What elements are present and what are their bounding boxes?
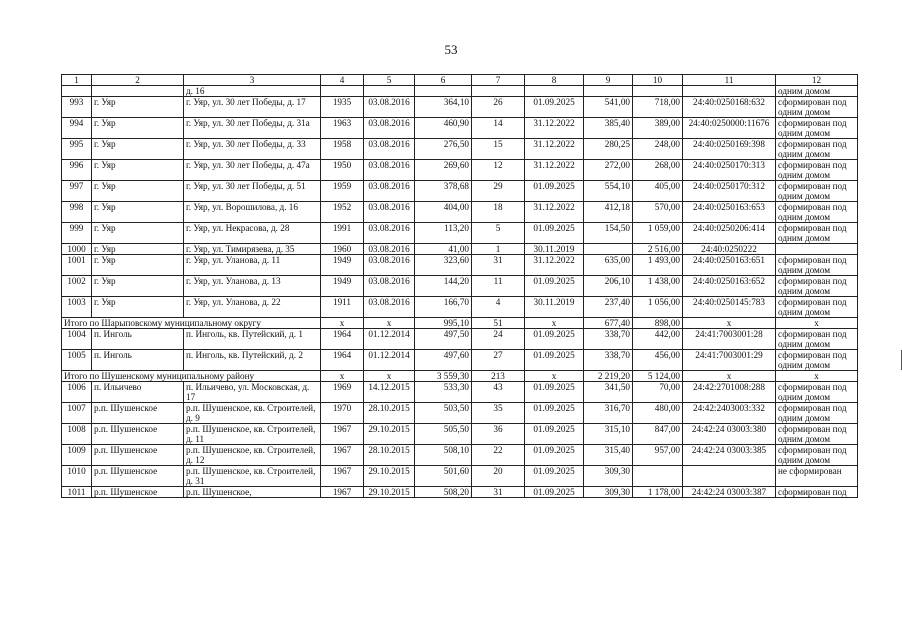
subtotal-cell: 995,10 [415, 318, 472, 329]
table-cell: одним домом [776, 86, 858, 97]
table-row [62, 329, 858, 350]
table-cell: г. Уяр [92, 202, 184, 223]
subtotal-cell: х [683, 318, 776, 329]
table-row [62, 86, 858, 97]
table-cell: 5 [472, 223, 525, 244]
column-header: 10 [633, 75, 683, 86]
table-cell: 309,30 [584, 466, 633, 487]
table-cell: 01.09.2025 [525, 329, 584, 350]
table-cell [525, 86, 584, 97]
table-cell: 29 [472, 181, 525, 202]
table-cell: 28.10.2015 [364, 403, 415, 424]
column-header: 4 [321, 75, 364, 86]
table-cell: 541,00 [584, 97, 633, 118]
subtotal-row [62, 371, 858, 382]
table-cell: 03.08.2016 [364, 255, 415, 276]
table-cell: 30.11.2019 [525, 297, 584, 318]
table-cell: 508,10 [415, 445, 472, 466]
table-cell: 554,10 [584, 181, 633, 202]
table-cell: 01.09.2025 [525, 487, 584, 498]
table-cell: сформирован под одним домом [776, 276, 858, 297]
table-cell: г. Уяр, ул. 30 лет Победы, д. 51 [184, 181, 321, 202]
table-cell: п. Инголь [92, 350, 184, 371]
table-cell: г. Уяр [92, 181, 184, 202]
table-cell: 24:40:0250206:414 [683, 223, 776, 244]
table-cell: сформирован под одним домом [776, 329, 858, 350]
table-cell: 405,00 [633, 181, 683, 202]
table-cell: 957,00 [633, 445, 683, 466]
table-cell: 35 [472, 403, 525, 424]
table-cell: 315,40 [584, 445, 633, 466]
table-cell: 316,70 [584, 403, 633, 424]
table-cell: 1969 [321, 382, 364, 403]
table-cell: 1964 [321, 350, 364, 371]
subtotal-label: Итого по Шарыповскому муниципальному округу [62, 318, 321, 329]
table-cell: 1958 [321, 139, 364, 160]
table-cell: 1959 [321, 181, 364, 202]
table-cell: п. Инголь, кв. Путейский, д. 2 [184, 350, 321, 371]
table-cell: г. Уяр, ул. Уланова, д. 22 [184, 297, 321, 318]
table-row [62, 445, 858, 466]
table-cell: 01.09.2025 [525, 403, 584, 424]
table-cell: 24:42:24 03003:387 [683, 487, 776, 498]
table-cell [584, 86, 633, 97]
column-header: 1 [62, 75, 92, 86]
table-cell: р.п. Шушенское, [184, 487, 321, 498]
table-cell: 03.08.2016 [364, 160, 415, 181]
table-cell [776, 244, 858, 255]
table-cell: 206,10 [584, 276, 633, 297]
table-cell: 635,00 [584, 255, 633, 276]
table-cell: 01.09.2025 [525, 97, 584, 118]
column-header: 9 [584, 75, 633, 86]
table-cell [472, 86, 525, 97]
table-body [62, 75, 858, 498]
table-cell [62, 86, 92, 97]
subtotal-cell: х [321, 371, 364, 382]
table-cell: 01.09.2025 [525, 466, 584, 487]
table-cell [683, 86, 776, 97]
table-cell: 2 516,00 [633, 244, 683, 255]
table-cell: 1967 [321, 424, 364, 445]
table-cell: г. Уяр [92, 139, 184, 160]
table-row [62, 487, 858, 498]
table-cell: 24:42:24 03003:380 [683, 424, 776, 445]
table-cell: р.п. Шушенское, кв. Строителей, д. 9 [184, 403, 321, 424]
subtotal-cell: х [776, 371, 858, 382]
table-cell [92, 86, 184, 97]
table-cell: сформирован под одним домом [776, 445, 858, 466]
table-cell: сформирован под одним домом [776, 181, 858, 202]
table-cell: сформирован под одним домом [776, 202, 858, 223]
table-cell [364, 86, 415, 97]
table-row [62, 223, 858, 244]
table-cell: 1000 [62, 244, 92, 255]
table-cell: 01.09.2025 [525, 382, 584, 403]
table-cell: 03.08.2016 [364, 202, 415, 223]
table-cell: 31.12.2022 [525, 139, 584, 160]
table-cell: 505,50 [415, 424, 472, 445]
table-row [62, 403, 858, 424]
table-cell: г. Уяр, ул. Уланова, д. 11 [184, 255, 321, 276]
subtotal-cell: х [364, 371, 415, 382]
table-cell: 456,00 [633, 350, 683, 371]
table-cell: 389,00 [633, 118, 683, 139]
table-cell: 497,60 [415, 350, 472, 371]
table-row [62, 466, 858, 487]
table-cell: г. Уяр [92, 160, 184, 181]
table-cell: г. Уяр, ул. 30 лет Победы, д. 31а [184, 118, 321, 139]
table-cell: 533,30 [415, 382, 472, 403]
subtotal-cell: 5 124,00 [633, 371, 683, 382]
table-cell: 24:40:0250163:653 [683, 202, 776, 223]
column-header: 7 [472, 75, 525, 86]
table-cell: 997 [62, 181, 92, 202]
subtotal-cell: х [525, 318, 584, 329]
table-cell: 24:40:0250170:313 [683, 160, 776, 181]
table-cell: 29.10.2015 [364, 424, 415, 445]
table-cell: 237,40 [584, 297, 633, 318]
table-cell: г. Уяр [92, 97, 184, 118]
table-row [62, 244, 858, 255]
table-cell: 404,00 [415, 202, 472, 223]
subtotal-cell: х [525, 371, 584, 382]
table-cell: 1004 [62, 329, 92, 350]
column-number-header-row [62, 75, 858, 86]
table-cell: 1 059,00 [633, 223, 683, 244]
table-cell: 280,25 [584, 139, 633, 160]
table-cell: 272,00 [584, 160, 633, 181]
table-cell: г. Уяр, ул. Уланова, д. 13 [184, 276, 321, 297]
subtotal-cell: х [683, 371, 776, 382]
table-cell: 24:40:0250169:398 [683, 139, 776, 160]
table-cell: 31.12.2022 [525, 202, 584, 223]
table-cell: 1001 [62, 255, 92, 276]
table-cell: 26 [472, 97, 525, 118]
table-cell: г. Уяр, ул. 30 лет Победы, д. 17 [184, 97, 321, 118]
table-cell: 70,00 [633, 382, 683, 403]
table-cell: 166,70 [415, 297, 472, 318]
table-row [62, 276, 858, 297]
table-cell: 1950 [321, 160, 364, 181]
subtotal-cell: 677,40 [584, 318, 633, 329]
table-row [62, 255, 858, 276]
table-cell: 998 [62, 202, 92, 223]
table-cell: сформирован под одним домом [776, 97, 858, 118]
table-cell: г. Уяр, ул. Некрасова, д. 28 [184, 223, 321, 244]
table-cell: п. Инголь [92, 329, 184, 350]
subtotal-row [62, 318, 858, 329]
subtotal-cell: 213 [472, 371, 525, 382]
table-cell: не сформирован [776, 466, 858, 487]
table-cell: сформирован под одним домом [776, 118, 858, 139]
table-cell: 01.09.2025 [525, 181, 584, 202]
table-cell: 24:40:0250163:651 [683, 255, 776, 276]
table-row [62, 424, 858, 445]
table-cell: р.п. Шушенское [92, 403, 184, 424]
table-cell: 1006 [62, 382, 92, 403]
table-row [62, 160, 858, 181]
page-number: 53 [444, 42, 458, 57]
table-cell: 31 [472, 487, 525, 498]
table-cell: 309,30 [584, 487, 633, 498]
table-cell: 1967 [321, 487, 364, 498]
table-cell: 144,20 [415, 276, 472, 297]
table-cell: сформирован под одним домом [776, 424, 858, 445]
table-cell: 460,90 [415, 118, 472, 139]
table-cell: 14.12.2015 [364, 382, 415, 403]
table-cell: 01.12.2014 [364, 350, 415, 371]
table-cell: 22 [472, 445, 525, 466]
table-cell: 41,00 [415, 244, 472, 255]
table-cell: 718,00 [633, 97, 683, 118]
table-cell: сформирован под одним домом [776, 403, 858, 424]
table-cell: 1991 [321, 223, 364, 244]
table-row [62, 97, 858, 118]
table-cell: 01.12.2014 [364, 329, 415, 350]
table-cell: 15 [472, 139, 525, 160]
table-cell: 1007 [62, 403, 92, 424]
table-cell: г. Уяр, ул. Ворошилова, д. 16 [184, 202, 321, 223]
table-cell: 31 [472, 255, 525, 276]
table-cell: сформирован под одним домом [776, 297, 858, 318]
table-cell: р.п. Шушенское [92, 445, 184, 466]
table-cell: 1960 [321, 244, 364, 255]
table-cell: 570,00 [633, 202, 683, 223]
table-cell: 24:40:0250000:11676 [683, 118, 776, 139]
table-cell: г. Уяр, ул. 30 лет Победы, д. 47а [184, 160, 321, 181]
table-cell: 28.10.2015 [364, 445, 415, 466]
table-cell: 341,50 [584, 382, 633, 403]
table-cell: 24:40:0250222 [683, 244, 776, 255]
table-cell: 24 [472, 329, 525, 350]
table-cell: 508,20 [415, 487, 472, 498]
table-cell: 1967 [321, 466, 364, 487]
table-cell: 268,00 [633, 160, 683, 181]
table-cell: 36 [472, 424, 525, 445]
table-cell: 03.08.2016 [364, 139, 415, 160]
table-cell: 24:41:7003001:29 [683, 350, 776, 371]
table-cell: р.п. Шушенское [92, 466, 184, 487]
table-cell: 1003 [62, 297, 92, 318]
table-cell: 03.08.2016 [364, 276, 415, 297]
subtotal-cell: 2 219,20 [584, 371, 633, 382]
table-cell [321, 86, 364, 97]
column-header: 5 [364, 75, 415, 86]
table-cell: г. Уяр, ул. 30 лет Победы, д. 33 [184, 139, 321, 160]
subtotal-cell: 51 [472, 318, 525, 329]
table-cell: 01.09.2025 [525, 350, 584, 371]
table-cell: г. Уяр [92, 118, 184, 139]
table-row [62, 139, 858, 160]
table-cell: 11 [472, 276, 525, 297]
table-cell: 27 [472, 350, 525, 371]
table-cell: 24:40:0250145:783 [683, 297, 776, 318]
table-cell [633, 466, 683, 487]
table-cell: 03.08.2016 [364, 97, 415, 118]
table-cell: 43 [472, 382, 525, 403]
table-cell: 378,68 [415, 181, 472, 202]
housing-registry-table [61, 74, 858, 498]
table-cell: 480,00 [633, 403, 683, 424]
table-cell: 29.10.2015 [364, 466, 415, 487]
table-cell: сформирован под одним домом [776, 223, 858, 244]
table-cell: д. 16 [184, 86, 321, 97]
table-cell: 31.12.2022 [525, 255, 584, 276]
subtotal-cell: х [776, 318, 858, 329]
table-cell: г. Уяр [92, 276, 184, 297]
table-cell: 1964 [321, 329, 364, 350]
column-header: 11 [683, 75, 776, 86]
table-cell: 01.09.2025 [525, 424, 584, 445]
table-cell: 1935 [321, 97, 364, 118]
table-cell: 996 [62, 160, 92, 181]
table-cell: 276,50 [415, 139, 472, 160]
table-row [62, 118, 858, 139]
table-cell: 1002 [62, 276, 92, 297]
table-cell: 1 056,00 [633, 297, 683, 318]
table-cell: 497,50 [415, 329, 472, 350]
table-cell: 323,60 [415, 255, 472, 276]
table-cell: 1949 [321, 276, 364, 297]
table-cell: р.п. Шушенское, кв. Строителей, д. 12 [184, 445, 321, 466]
table-cell: 1011 [62, 487, 92, 498]
table-cell: 29.10.2015 [364, 487, 415, 498]
table-cell: 4 [472, 297, 525, 318]
table-cell: сформирован под одним домом [776, 139, 858, 160]
table-cell: г. Уяр [92, 297, 184, 318]
table-cell: 1967 [321, 445, 364, 466]
table-cell: 412,18 [584, 202, 633, 223]
table-row [62, 350, 858, 371]
table-cell: 1005 [62, 350, 92, 371]
table-cell: 03.08.2016 [364, 118, 415, 139]
table-cell: 01.09.2025 [525, 445, 584, 466]
table-cell: 14 [472, 118, 525, 139]
table-cell: 1 178,00 [633, 487, 683, 498]
table-row [62, 181, 858, 202]
table-cell: 442,00 [633, 329, 683, 350]
table-cell: 364,10 [415, 97, 472, 118]
table-cell: 269,60 [415, 160, 472, 181]
table-cell: 20 [472, 466, 525, 487]
table-cell: 113,20 [415, 223, 472, 244]
table-row [62, 297, 858, 318]
table-cell [633, 86, 683, 97]
table-cell: 03.08.2016 [364, 244, 415, 255]
table-cell: 1963 [321, 118, 364, 139]
table-cell: 12 [472, 160, 525, 181]
table-cell: г. Уяр [92, 255, 184, 276]
table-cell: 154,50 [584, 223, 633, 244]
table-cell: 999 [62, 223, 92, 244]
column-header: 3 [184, 75, 321, 86]
table-cell: 24:40:0250170:312 [683, 181, 776, 202]
table-cell: п. Ильичево [92, 382, 184, 403]
table-cell: 315,10 [584, 424, 633, 445]
column-header: 8 [525, 75, 584, 86]
table-cell: 31.12.2022 [525, 160, 584, 181]
table-cell: сформирован под [776, 487, 858, 498]
table-row [62, 202, 858, 223]
table-cell: 1970 [321, 403, 364, 424]
table-cell [584, 244, 633, 255]
column-header: 6 [415, 75, 472, 86]
table-cell: р.п. Шушенское [92, 487, 184, 498]
table-cell: 03.08.2016 [364, 297, 415, 318]
subtotal-label: Итого по Шушенскому муниципальному району [62, 371, 321, 382]
table-cell: 24:40:0250163:652 [683, 276, 776, 297]
table-cell: 1 493,00 [633, 255, 683, 276]
table-cell: 503,50 [415, 403, 472, 424]
table-cell: 1 438,00 [633, 276, 683, 297]
table-row [62, 382, 858, 403]
table-cell: 1911 [321, 297, 364, 318]
table-cell: 994 [62, 118, 92, 139]
table-cell: 03.08.2016 [364, 181, 415, 202]
table-cell: 993 [62, 97, 92, 118]
table-cell: 24:40:0250168:632 [683, 97, 776, 118]
table-cell: 01.09.2025 [525, 276, 584, 297]
table-cell: 24:41:7003001:28 [683, 329, 776, 350]
table-cell: 24:42:2701008:288 [683, 382, 776, 403]
table-cell: 501,60 [415, 466, 472, 487]
table-cell: 03.08.2016 [364, 223, 415, 244]
subtotal-cell: 3 559,30 [415, 371, 472, 382]
table-cell: 338,70 [584, 329, 633, 350]
table-cell: сформирован под одним домом [776, 160, 858, 181]
table-cell: г. Уяр [92, 244, 184, 255]
column-header: 2 [92, 75, 184, 86]
table-cell: сформирован под одним домом [776, 255, 858, 276]
column-header: 12 [776, 75, 858, 86]
subtotal-cell: 898,00 [633, 318, 683, 329]
table-cell: 1009 [62, 445, 92, 466]
table-cell: п. Инголь, кв. Путейский, д. 1 [184, 329, 321, 350]
table-cell: сформирован под одним домом [776, 350, 858, 371]
subtotal-cell: х [364, 318, 415, 329]
table-cell [415, 86, 472, 97]
table-cell: р.п. Шушенское [92, 424, 184, 445]
table-cell: 1008 [62, 424, 92, 445]
table-cell: 385,40 [584, 118, 633, 139]
table-cell: 01.09.2025 [525, 223, 584, 244]
table-cell: 1010 [62, 466, 92, 487]
subtotal-cell: х [321, 318, 364, 329]
table-cell: 1 [472, 244, 525, 255]
table-cell: 1952 [321, 202, 364, 223]
table-cell: 30.11.2019 [525, 244, 584, 255]
table-cell: сформирован под одним домом [776, 382, 858, 403]
table-cell: 31.12.2022 [525, 118, 584, 139]
table-cell: 338,70 [584, 350, 633, 371]
table-cell: г. Уяр [92, 223, 184, 244]
table-cell: р.п. Шушенское, кв. Строителей, д. 11 [184, 424, 321, 445]
table-cell: п. Ильичево, ул. Московская, д. 17 [184, 382, 321, 403]
table-cell: 24:42:24 03003:385 [683, 445, 776, 466]
table-cell: 248,00 [633, 139, 683, 160]
table-cell: 847,00 [633, 424, 683, 445]
table-cell: 1949 [321, 255, 364, 276]
table-cell: 995 [62, 139, 92, 160]
table-cell: р.п. Шушенское, кв. Строителей, д. 31 [184, 466, 321, 487]
table-cell: г. Уяр, ул. Тимирязева, д. 35 [184, 244, 321, 255]
table-cell: 18 [472, 202, 525, 223]
table-cell: 24:42:2403003:332 [683, 403, 776, 424]
table-cell [683, 466, 776, 487]
